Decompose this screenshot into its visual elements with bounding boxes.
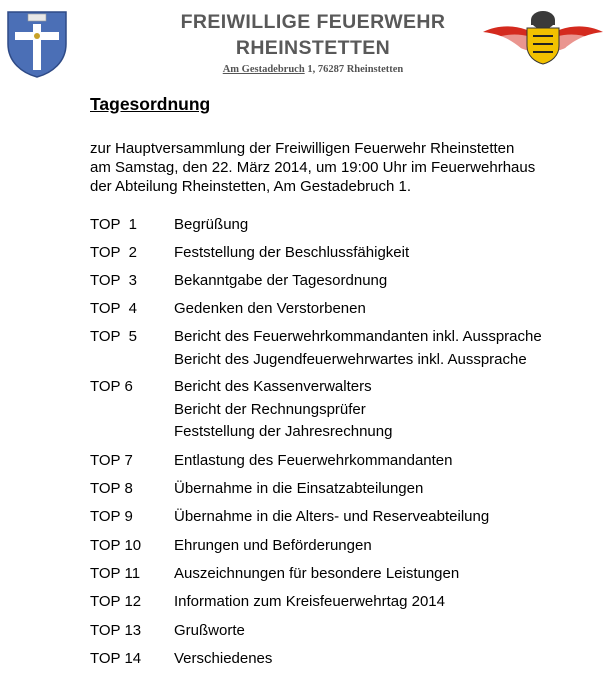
agenda-item-text: Feststellung der Jahresrechnung xyxy=(174,423,393,440)
agenda-item-text: Übernahme in die Alters- und Reserveabteilung xyxy=(174,508,490,525)
intro-line: der Abteilung Rheinstetten, Am Gestadebruch 1. xyxy=(90,178,412,195)
agenda-item-text: Bekanntgabe der Tagesordnung xyxy=(174,272,388,289)
agenda-item-number: TOP 7 xyxy=(90,452,133,469)
agenda-item-number: TOP 12 xyxy=(90,593,142,610)
intro-line: am Samstag, den 22. März 2014, um 19:00 Uhr im Feuerwehrhaus xyxy=(90,159,536,176)
agenda-item-text: Entlastung des Feuerwehrkommandanten xyxy=(174,452,453,469)
agenda-item-text: Bericht des Jugendfeuerwehrwartes inkl. Aussprache xyxy=(174,350,527,368)
agenda-item-number: TOP 8 xyxy=(90,480,133,497)
agenda-item-number: TOP 14 xyxy=(90,650,142,667)
fire-brigade-emblem-icon xyxy=(481,8,605,66)
agenda-item-text: Grußworte xyxy=(174,622,245,639)
agenda-item-number: TOP 4 xyxy=(90,300,137,317)
intro-paragraph xyxy=(90,139,600,196)
agenda-item-number: TOP 6 xyxy=(90,378,133,395)
document-title: Tagesordnung xyxy=(90,94,211,114)
agenda-item-number: TOP 11 xyxy=(90,565,141,582)
agenda-item-text: Information zum Kreisfeuerwehrtag 2014 xyxy=(174,593,445,610)
municipal-crest-icon xyxy=(6,10,68,78)
agenda-item-text: Verschiedenes xyxy=(174,650,273,667)
agenda-item-number: TOP 3 xyxy=(90,272,137,289)
agenda-item-number: TOP 5 xyxy=(90,328,137,345)
agenda-item-text: Bericht des Feuerwehrkommandanten inkl. Aussprache xyxy=(174,328,542,345)
organization-name-line2: RHEINSTETTEN xyxy=(235,37,391,59)
address-street: Am Gestadebruch xyxy=(222,64,305,75)
agenda-item-text: Bericht der Rechnungsprüfer xyxy=(174,400,366,418)
agenda-item-number: TOP 9 xyxy=(90,508,133,525)
agenda-item-number: TOP 13 xyxy=(90,622,142,639)
agenda-item-text: Übernahme in die Einsatzabteilungen xyxy=(174,480,424,497)
agenda-item-text: Begrüßung xyxy=(174,216,249,233)
agenda-item-text: Feststellung der Beschlussfähigkeit xyxy=(174,244,410,261)
agenda-item-text: Gedenken den Verstorbenen xyxy=(174,300,366,317)
organization-name-line1: FREIWILLIGE FEUERWEHR xyxy=(180,11,446,33)
agenda-item-number: TOP 1 xyxy=(90,216,137,233)
intro-line: zur Hauptversammlung der Freiwilligen Feuerwehr Rheinstetten xyxy=(90,140,515,157)
agenda-item-number: TOP 2 xyxy=(90,244,137,261)
agenda-item-number: TOP 10 xyxy=(90,537,142,554)
organization-address xyxy=(120,64,506,75)
agenda-item-text: Auszeichnungen für besondere Leistungen xyxy=(174,565,460,582)
address-rest: 1, 76287 Rheinstetten xyxy=(304,64,404,75)
agenda-item-text: Ehrungen und Beförderungen xyxy=(174,537,372,554)
agenda-item-text: Bericht des Kassenverwalters xyxy=(174,378,372,395)
